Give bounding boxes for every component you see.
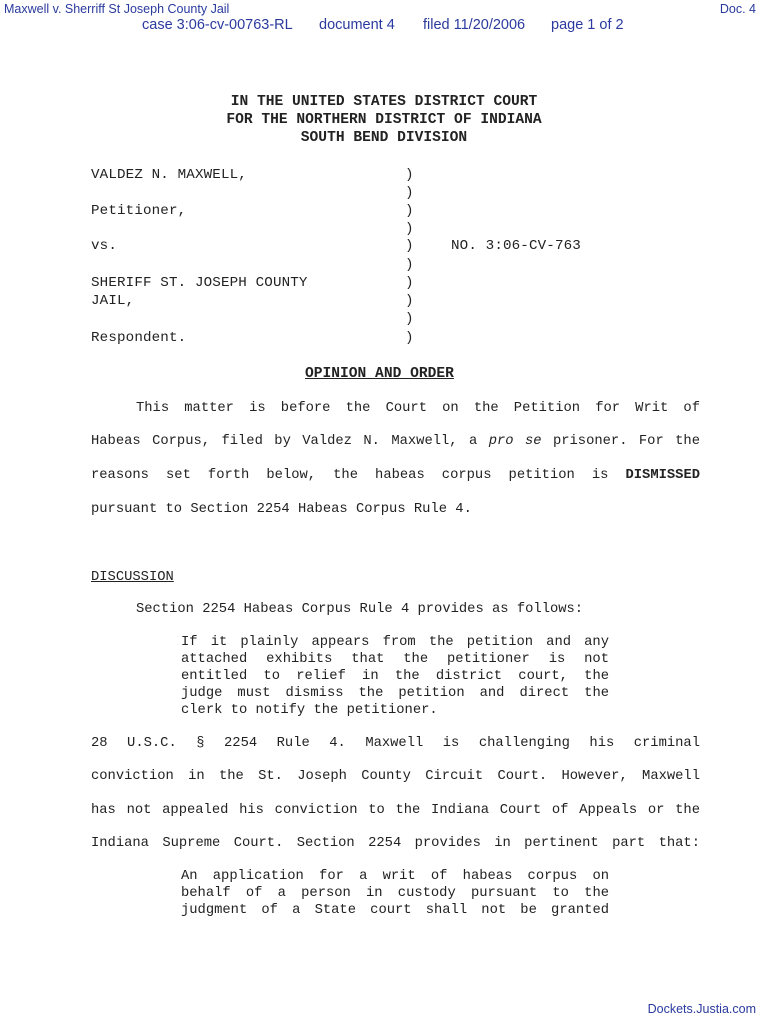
caption-paren: ) (405, 221, 414, 237)
justia-footer-link[interactable]: Dockets.Justia.com (647, 1002, 756, 1016)
intro-line-3: reasons set forth below, the habeas corpus petition is DISMISSED (91, 468, 701, 483)
docket-stamp (0, 17, 768, 37)
quote-line: behalf of a person in custody pursuant to the (181, 886, 609, 901)
body-line: 28 U.S.C. § 2254 Rule 4. Maxwell is challenging his criminal (91, 736, 700, 751)
caption-paren: ) (405, 257, 414, 273)
court-heading-line1: IN THE UNITED STATES DISTRICT COURT (230, 94, 538, 110)
filed-date: filed 11/20/2006 (423, 17, 526, 33)
opinion-heading: OPINION AND ORDER (305, 366, 454, 382)
case-title-link[interactable]: Maxwell v. Sherriff St Joseph County Jail (4, 2, 230, 16)
quote-line: clerk to notify the petitioner. (181, 703, 438, 718)
doc-number-link[interactable]: Doc. 4 (719, 2, 756, 16)
caption-paren: ) (405, 330, 414, 346)
body-line: has not appealed his conviction to the Indiana Court of Appeals or the (91, 803, 700, 818)
caption-paren: ) (405, 203, 414, 219)
document-number: document 4 (319, 17, 395, 33)
caption-paren: ) (405, 293, 414, 309)
caption-paren: ) (405, 167, 414, 183)
discussion-lead: Section 2254 Habeas Corpus Rule 4 provides as follows: (136, 602, 584, 617)
caption-paren: ) (405, 311, 414, 327)
intro-line-1: This matter is before the Court on the Petition for Writ of (136, 401, 700, 416)
body-line: conviction in the St. Joseph County Circuit Court. However, Maxwell (91, 769, 700, 784)
intro-line-4: pursuant to Section 2254 Habeas Corpus Rule 4. (91, 502, 472, 517)
page-indicator: page 1 of 2 (551, 17, 624, 33)
body-line: Indiana Supreme Court. Section 2254 provides in pertinent part that: (91, 836, 700, 851)
quote-line: entitled to relief in the district court, the (181, 669, 609, 684)
discussion-heading: DISCUSSION (91, 570, 174, 585)
petitioner-name: VALDEZ N. MAXWELL, (91, 167, 247, 183)
versus: vs. (91, 238, 117, 254)
quote-line: judgment of a State court shall not be granted (181, 903, 609, 918)
court-heading-line2: FOR THE NORTHERN DISTRICT OF INDIANA (226, 112, 542, 128)
caption-paren: ) (405, 275, 414, 291)
caption-paren: ) (405, 238, 414, 254)
quote-line: An application for a writ of habeas corpus on (181, 869, 609, 884)
case-number-caption: NO. 3:06-CV-763 (451, 238, 581, 254)
caption-paren: ) (405, 185, 414, 201)
respondent-name-line1: SHERIFF ST. JOSEPH COUNTY (91, 275, 308, 291)
court-heading-line3: SOUTH BEND DIVISION (300, 130, 468, 146)
quote-line: attached exhibits that the petitioner is not (181, 652, 609, 667)
respondent-role: Respondent. (91, 330, 187, 346)
quote-line: If it plainly appears from the petition and any (181, 635, 609, 650)
respondent-name-line2: JAIL, (91, 293, 135, 309)
quote-line: judge must dismiss the petition and direct the (181, 686, 609, 701)
intro-line-2: Habeas Corpus, filed by Valdez N. Maxwell, a pro se prisoner. For the (91, 434, 700, 449)
petitioner-role: Petitioner, (91, 203, 187, 219)
case-number: case 3:06-cv-00763-RL (142, 17, 293, 33)
